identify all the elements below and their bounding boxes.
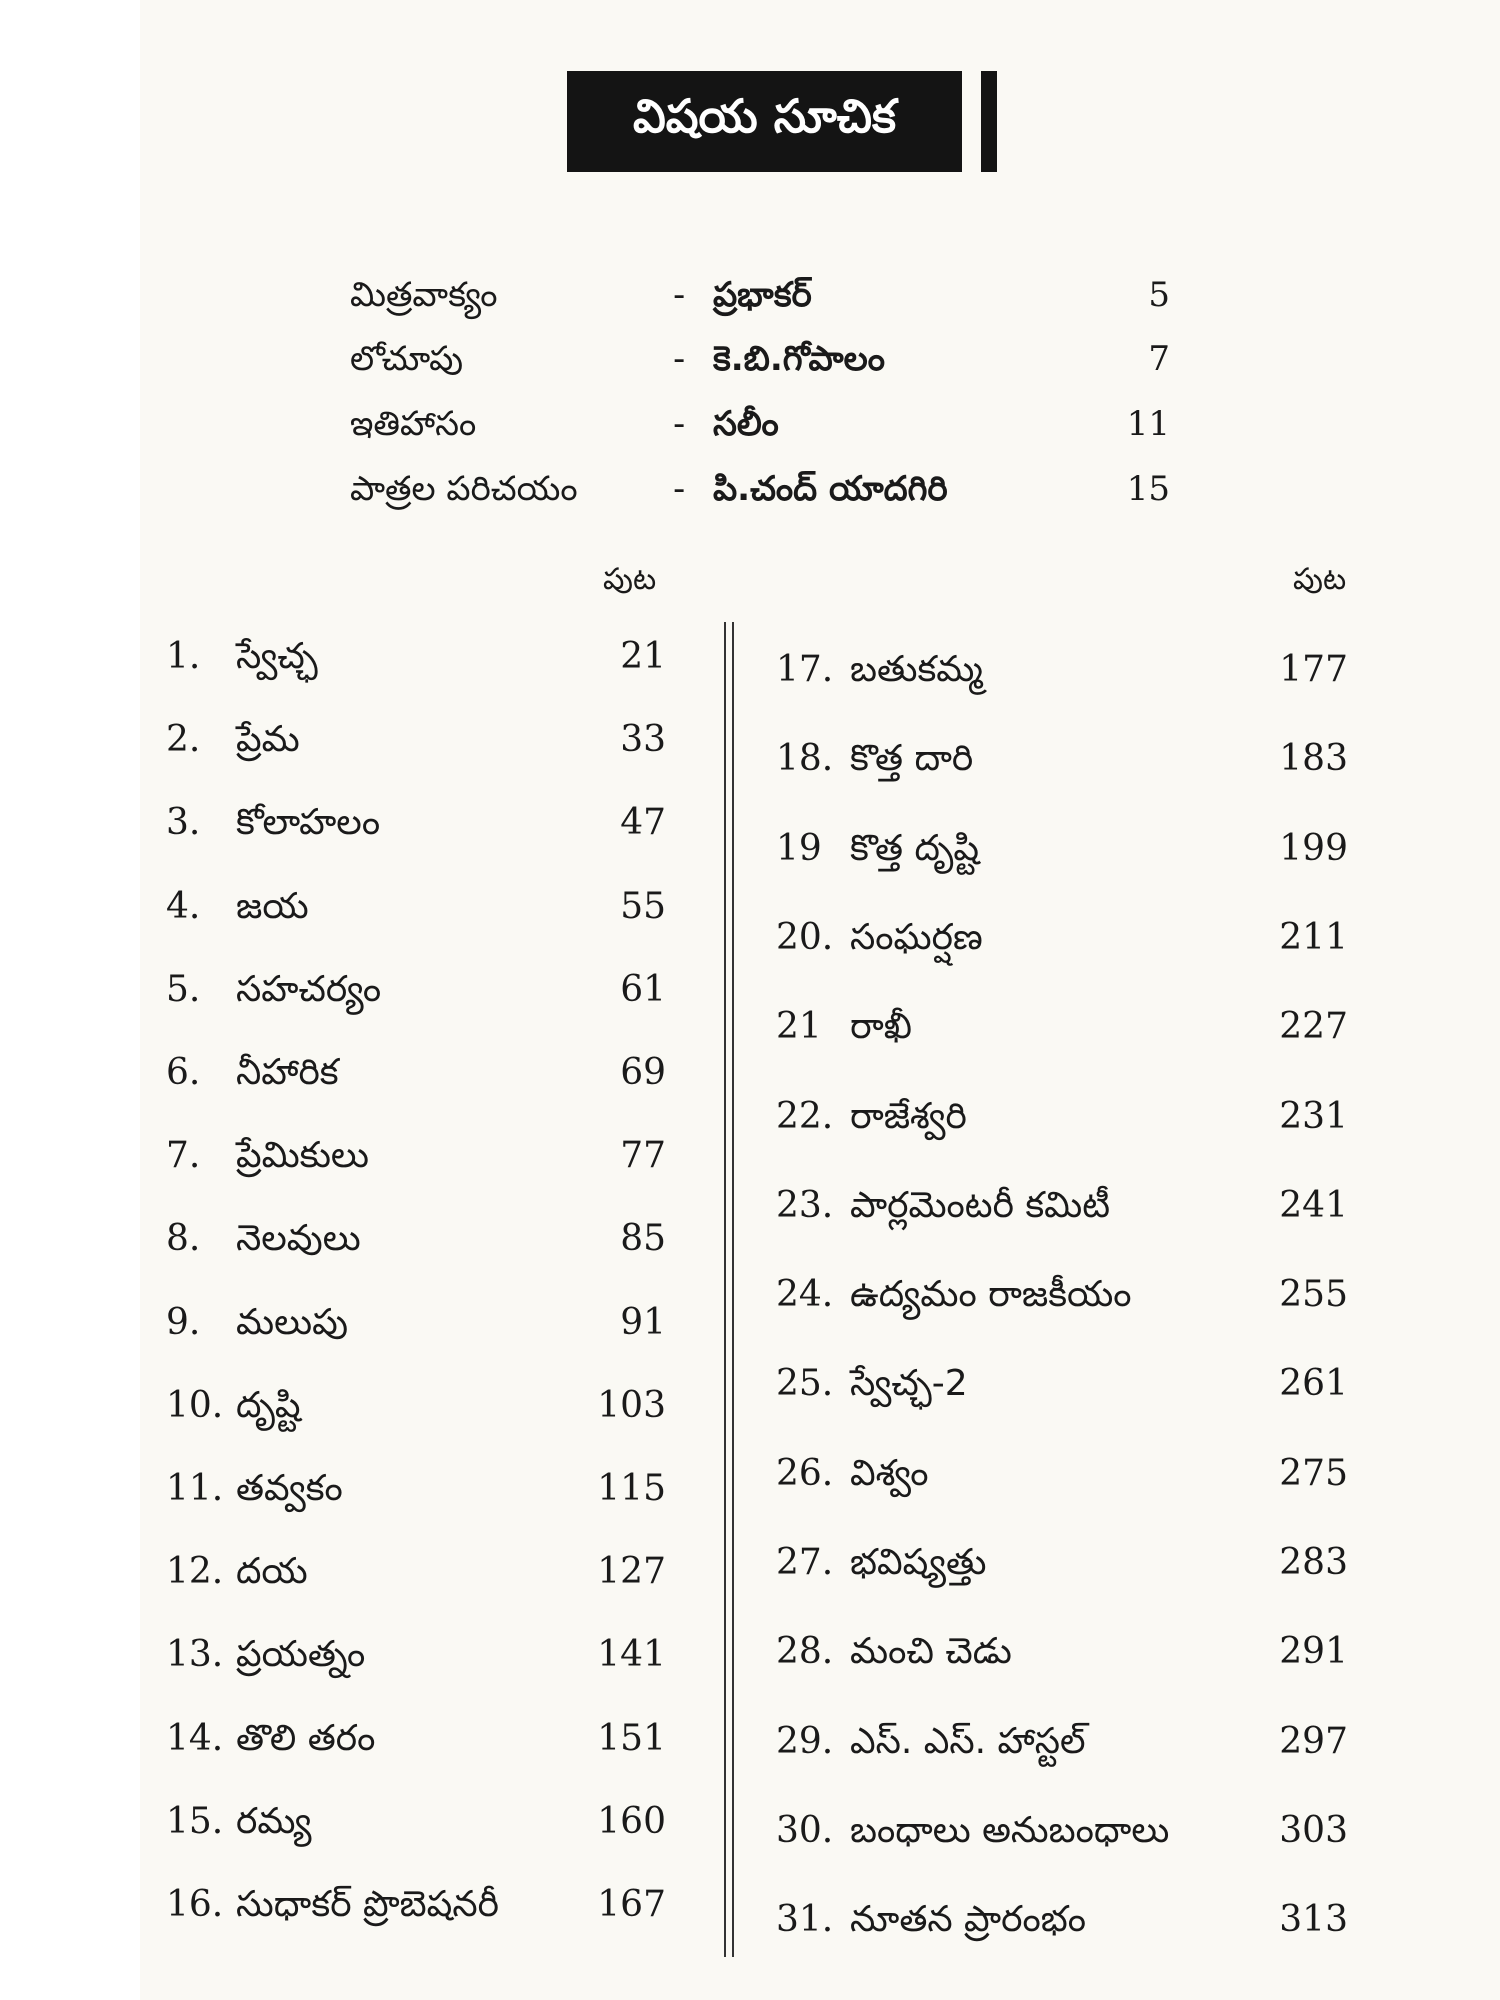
toc-entry [776,1892,1348,1948]
entry-title: స్వేచ్ఛ-2 [850,1363,968,1405]
entry-page: 91 [620,1301,666,1343]
entry-title: ఎస్. ఎస్. హాస్టల్ [850,1720,1086,1762]
entry-title: కొత్త దారి [850,738,974,780]
entry-number: 30. [776,1809,834,1851]
entry-number: 4. [166,885,201,927]
front-matter-row [350,394,1170,454]
entry-page: 85 [620,1218,666,1260]
front-matter-author: కె.బి.గోపాలం [713,339,885,379]
entry-number: 28. [776,1631,834,1673]
entry-number: 16. [166,1884,224,1925]
toc-entry [776,821,1348,877]
entry-page: 255 [1279,1274,1348,1316]
entry-page: 183 [1279,738,1348,780]
entry-title: ప్రయత్నం [236,1634,366,1676]
entry-title: కొత్త దృష్టి [850,827,979,869]
entry-number: 7. [166,1135,201,1177]
entry-page: 21 [620,636,666,677]
front-matter-dash: - [673,275,686,315]
front-matter-author: ప్రభాకర్ [713,275,812,315]
front-matter-author: సలీం [713,404,779,444]
entry-title: ప్రేమ [236,719,300,761]
entry-title: మంచి చెడు [850,1631,1012,1673]
entry-page: 283 [1279,1542,1348,1583]
entry-number: 21 [776,1006,822,1048]
entry-page: 227 [1279,1006,1348,1048]
entry-number: 10. [166,1384,224,1426]
toc-entry [776,1535,1348,1591]
front-matter-page: 15 [1126,469,1170,509]
entry-title: భవిష్యత్తు [850,1542,987,1583]
front-matter-author: పి.చంద్ యాదగిరి [713,469,948,509]
front-matter-row [350,459,1170,519]
entry-number: 25. [776,1363,834,1405]
toc-entry [166,795,666,851]
title-accent-bar [981,71,997,172]
entry-page: 141 [597,1634,666,1676]
front-matter-title: లోచూపు [350,339,464,379]
front-matter-dash: - [673,339,686,379]
entry-page: 160 [597,1800,666,1842]
toc-entry [776,1356,1348,1412]
entry-title: సంఘర్షణ [850,916,983,958]
front-matter-dash: - [673,469,686,509]
entry-title: స్వేచ్ఛ [236,636,318,677]
entry-number: 8. [166,1218,201,1260]
entry-number: 14. [166,1717,224,1759]
toc-entry [776,1446,1348,1502]
entry-number: 2. [166,719,201,761]
entry-page: 127 [597,1551,666,1593]
entry-page: 199 [1279,827,1348,869]
front-matter-title: పాత్రల పరిచయం [350,469,578,509]
entry-number: 9. [166,1301,201,1343]
toc-entry [776,999,1348,1055]
toc-entry [166,1794,666,1850]
entry-number: 27. [776,1542,834,1583]
entry-title: తవ్వకం [236,1468,343,1509]
entry-page: 313 [1279,1899,1348,1941]
entry-title: రాజేశ్వరి [850,1095,967,1137]
entry-page: 61 [620,968,666,1010]
entry-title: బతుకమ్మ [850,649,983,690]
toc-entry [776,1089,1348,1145]
toc-entry [776,1267,1348,1323]
front-matter-row [350,329,1170,389]
entry-page: 275 [1279,1452,1348,1494]
entry-number: 26. [776,1452,834,1494]
entry-page: 241 [1279,1184,1348,1226]
toc-entry [166,712,666,768]
entry-page: 33 [620,719,666,761]
entry-title: తొలి తరం [236,1717,376,1759]
entry-page: 103 [597,1384,666,1426]
entry-title: కోలాహలం [236,802,381,844]
entry-page: 47 [620,802,666,844]
front-matter-page: 5 [1148,275,1170,315]
entry-number: 18. [776,738,834,780]
entry-title: పార్లమెంటరీ కమిటీ [850,1184,1111,1226]
toc-entry [166,1211,666,1267]
toc-entry [166,1295,666,1351]
entry-page: 303 [1279,1809,1348,1851]
entry-page: 151 [597,1717,666,1759]
entry-page: 77 [620,1135,666,1177]
entry-title: రాఖీ [850,1006,912,1048]
entry-title: విశ్వం [850,1452,929,1494]
entry-title: మలుపు [236,1301,348,1343]
toc-entry [166,879,666,935]
entry-number: 5. [166,968,201,1010]
toc-entry [776,1714,1348,1770]
entry-title: రమ్య [236,1800,312,1842]
entry-page: 297 [1279,1720,1348,1762]
front-matter-title: ఇతిహాసం [350,404,477,444]
entry-title: దయ [236,1551,308,1593]
toc-entry [776,642,1348,698]
entry-number: 20. [776,916,834,958]
entry-number: 3. [166,802,201,844]
entry-number: 1. [166,636,201,677]
front-matter-title: మిత్రవాక్యం [350,275,498,315]
entry-title: సహచర్యం [236,968,382,1010]
entry-page: 55 [620,885,666,927]
entry-number: 15. [166,1800,224,1842]
page-header-right: పుట [1293,562,1347,597]
entry-page: 211 [1279,916,1348,958]
toc-entry [776,1178,1348,1234]
front-matter-page: 7 [1148,339,1170,379]
entry-title: బంధాలు అనుబంధాలు [850,1809,1170,1851]
toc-entry [166,1128,666,1184]
entry-number: 6. [166,1052,201,1093]
toc-entry [166,1711,666,1767]
entry-title: దృష్టి [236,1384,301,1426]
toc-entry [166,1045,666,1101]
toc-entry [166,962,666,1018]
entry-title: ప్రేమికులు [236,1135,369,1177]
toc-entry [166,1877,666,1933]
front-matter-page: 11 [1126,404,1170,444]
entry-number: 11. [166,1468,224,1509]
entry-number: 24. [776,1274,834,1316]
entry-page: 167 [597,1884,666,1925]
toc-entry [166,1627,666,1683]
entry-number: 31. [776,1899,834,1941]
toc-entry [166,1461,666,1517]
toc-entry [166,1378,666,1434]
entry-number: 22. [776,1095,834,1137]
toc-entry [776,731,1348,787]
entry-number: 17. [776,649,834,690]
toc-entry [776,1624,1348,1680]
entry-page: 231 [1279,1095,1348,1137]
front-matter-dash: - [673,404,686,444]
entry-number: 13. [166,1634,224,1676]
entry-number: 23. [776,1184,834,1226]
toc-entry [776,1803,1348,1859]
entry-title: జయ [236,885,309,927]
front-matter-row [350,265,1170,325]
entry-page: 291 [1279,1631,1348,1673]
toc-entry [166,1544,666,1600]
toc-entry [166,629,666,685]
entry-number: 19 [776,827,822,869]
entry-page: 115 [597,1468,666,1509]
entry-title: నూతన ప్రారంభం [850,1899,1087,1941]
column-divider [724,622,734,1957]
entry-number: 29. [776,1720,834,1762]
entry-title: ఉద్యమం రాజకీయం [850,1274,1132,1316]
toc-entry [776,910,1348,966]
entry-title: నెలవులు [236,1218,361,1260]
entry-page: 69 [620,1052,666,1093]
entry-title: సుధాకర్ ప్రొబెషనరీ [236,1884,499,1925]
entry-page: 177 [1279,649,1348,690]
entry-number: 12. [166,1551,224,1593]
page-header-left: పుట [603,562,657,597]
page-title: విషయ సూచిక [567,71,962,172]
entry-title: నీహారిక [236,1052,339,1093]
entry-page: 261 [1279,1363,1348,1405]
